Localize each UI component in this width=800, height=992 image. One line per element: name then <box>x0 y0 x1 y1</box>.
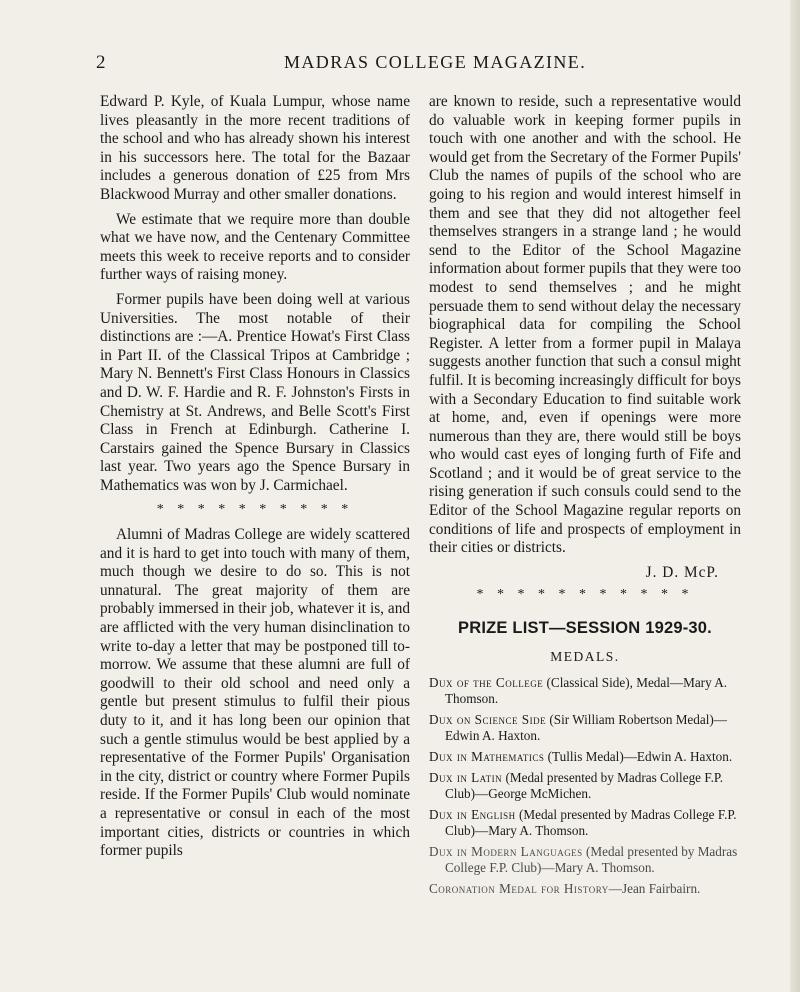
medal-item <box>429 712 741 744</box>
left-column <box>100 93 410 867</box>
medal-item <box>429 749 741 765</box>
medal-award: Dux in Mathematics <box>429 749 545 765</box>
medal-award: Coronation Medal for History <box>429 881 609 897</box>
medals-list <box>429 675 741 897</box>
medal-award: Dux in Modern Languages <box>429 844 583 860</box>
medal-award: Dux of the College <box>429 675 544 691</box>
medal-item <box>429 675 741 707</box>
paragraph-continuation: are known to reside, such a representative would do valuable work in keeping former pupils in touch with one another and with the school. He would get from the Secretary of the Former Pupils' Club the names of pupils of the school who are going to his region and would interest himself in them and see that they did not altogether feel themselves strangers in a strange land ; he would send to the Editor of the School Magazine information about former pupils that they were too modest to send themselves ; and he might persuade them to send without delay the necessary biographical data for compiling the School Register. A letter from a former pupil in Malaya suggests another function that such a consul might fulfil. It is becoming increasingly difficult for boys with a Secondary Education to find suitable work at home, and, even if openings were more numerous than they are, there would still be boys who would cast eyes of longing furth of Fife and Scotland ; and it would be of great service to the rising generation if such consuls could send to the Editor of the School Magazine regular reports on conditions of life and prospects of employment in their cities or districts. <box>429 93 741 557</box>
medal-item <box>429 807 741 839</box>
paragraph: Former pupils have been doing well at various Universities. The most notable of their distinctions are :—A. Prentice Howat's First Class in Part II. of the Classical Tripos at Cambridge ; Mary N. Bennett's First Class Honours in Classics and D. W. F. Hardie and R. F. Johnston's Firsts in Chemistry at St. Andrews, and Belle Scott's First Class in French at Edinburgh. Catherine I. Carstairs gained the Spence Bursary in Classics last year. Two years ago the Spence Bursary in Mathematics was won by J. Carmichael. <box>100 290 410 494</box>
paragraph: We estimate that we require more than double what we have now, and the Centenary Committee meets this week to receive reports and to consider further ways of raising money. <box>100 210 410 284</box>
medal-award: Dux in English <box>429 807 516 823</box>
page-number: 2 <box>96 52 106 73</box>
medal-item <box>429 844 741 876</box>
section-separator: * * * * * * * * * * <box>156 502 354 518</box>
medal-detail: (Classical Side), Medal—Mary A. Thomson. <box>445 675 728 707</box>
page-header <box>96 52 756 76</box>
medal-detail: (Medal presented by Madras College F.P. Club)—Mary A. Thomson. <box>445 807 737 839</box>
medal-detail: —Jean Fairbairn. <box>608 881 701 897</box>
medal-item <box>429 881 741 897</box>
paragraph: Edward P. Kyle, of Kuala Lumpur, whose name lives pleasantly in the more recent traditions of the school and who has already shown his interest in his successors here. The total for the Bazaar includes a generous donation of £25 from Mrs Blackwood Murray and other smaller donations. <box>100 93 410 203</box>
medals-heading: MEDALS. <box>550 648 620 664</box>
medal-detail: (Medal presented by Madras College F.P. Club)—George McMichen. <box>445 770 724 802</box>
prize-list-title: PRIZE LIST—SESSION 1929-30. <box>458 619 712 638</box>
running-head-title: MADRAS COLLEGE MAGAZINE. <box>284 52 587 72</box>
section-separator: * * * * * * * * * * * <box>476 587 694 603</box>
medal-detail: (Medal presented by Madras College F.P. Club)—Mary A. Thomson. <box>445 844 738 876</box>
author-signature: J. D. McP. <box>645 563 719 581</box>
medal-detail: (Sir William Robertson Medal)—Edwin A. Haxton. <box>445 712 727 744</box>
medal-item <box>429 770 741 802</box>
medal-award: Dux in Latin <box>429 770 503 786</box>
medal-award: Dux on Science Side <box>429 712 547 728</box>
medal-detail: (Tullis Medal)—Edwin A. Haxton. <box>544 749 733 765</box>
page-edge-shadow <box>790 0 800 992</box>
right-column <box>429 93 741 902</box>
paragraph: Alumni of Madras College are widely scattered and it is hard to get into touch with many of them, much though we desire to do so. This is not unnatural. The great majority of them are probably immersed in their job, whatever it is, and are afflicted with the very human disinclination to write to-day a letter that may be postponed till to-morrow. We assume that these alumni are full of goodwill to their old school and need only a gentle but present stimulus to fulfil their pious duty to it, and it has long been our opinion that such a gentle stimulus would be best applied by a representative of the Former Pupils' Organisation in the city, district or country where Former Pupils reside. If the Former Pupils' Club would nominate a representative or consul in each of the most important cities, districts or countries in which former pupils <box>100 526 410 860</box>
